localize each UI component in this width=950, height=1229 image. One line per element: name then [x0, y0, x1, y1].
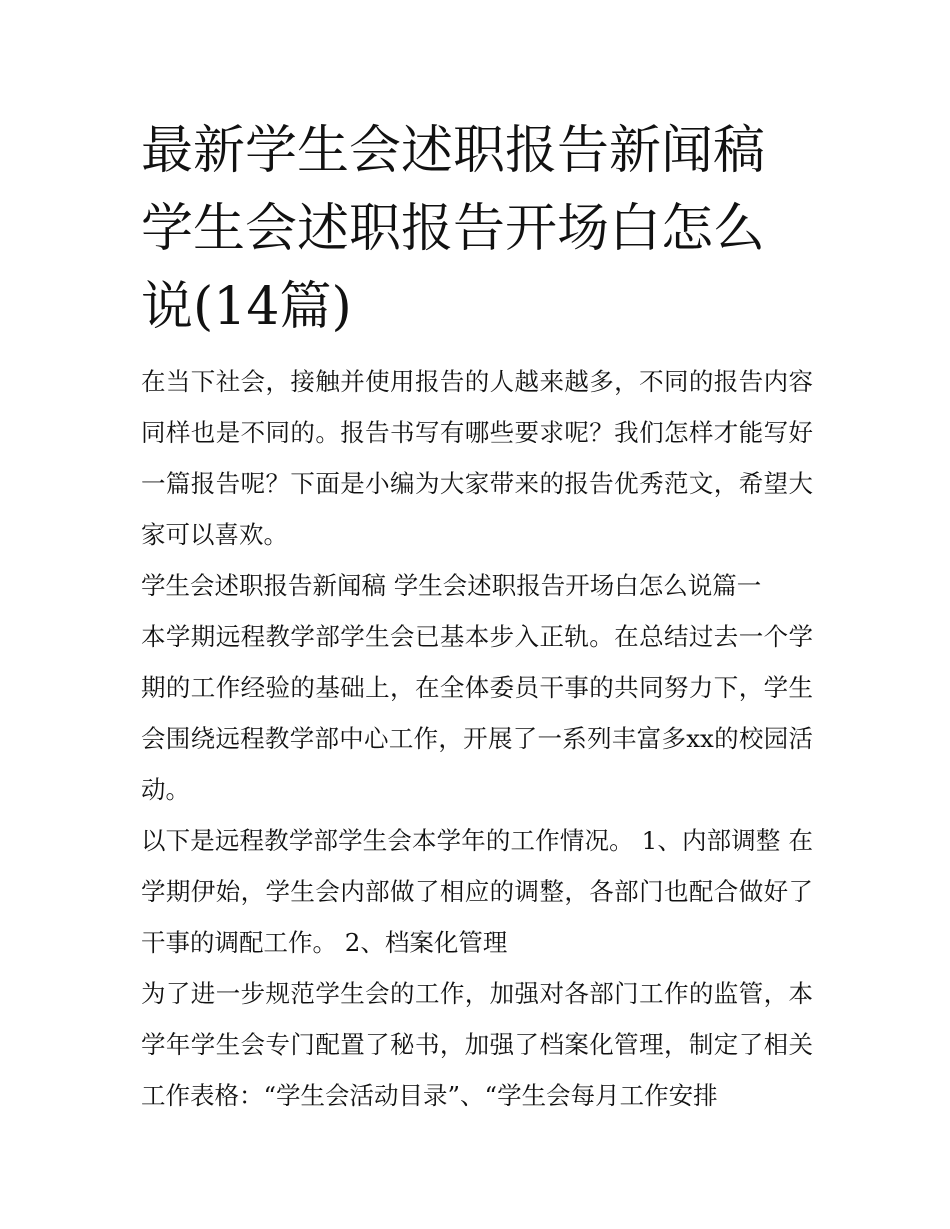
document-body — [141, 356, 813, 1121]
document-page — [141, 112, 813, 1121]
document-title: 最新学生会述职报告新闻稿 学生会述职报告开场白怎么说(14篇) — [141, 121, 766, 337]
paragraph-body-2: 以下是远程教学部学生会本学年的工作情况。 1、内部调整 在学期伊始，学生会内部做了相应的调整，各部门也配合做好了干事的调配工作。 2、档案化管理 — [141, 826, 813, 957]
paragraph-section-heading: 学生会述职报告新闻稿 学生会述职报告开场白怎么说篇一 — [141, 571, 762, 600]
paragraph-intro: 在当下社会，接触并使用报告的人越来越多，不同的报告内容同样也是不同的。报告书写有哪些要求呢？我们怎样才能写好一篇报告呢？下面是小编为大家带来的报告优秀范文，希望大家可以喜欢。 — [141, 367, 813, 549]
paragraph-body-1: 本学期远程教学部学生会已基本步入正轨。在总结过去一个学期的工作经验的基础上，在全体委员干事的共同努力下，学生会围绕远程教学部中心工作，开展了一系列丰富多xx的校园活动。 — [141, 622, 813, 804]
paragraph-body-3: 为了进一步规范学生会的工作，加强对各部门工作的监管，本学年学生会专门配置了秘书，加强了档案化管理，制定了相关工作表格：“学生会活动目录”、“学生会每月工作安排 — [141, 979, 813, 1110]
